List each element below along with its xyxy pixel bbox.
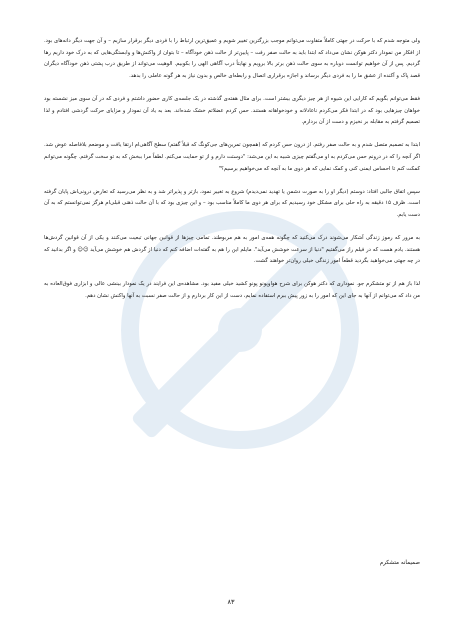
paragraph-2: فقط می‌توانم بگویم که کارایی این شیوه از هر چیز دیگری بیشتر است. برای مثال هفته‌ی گذشته در یک جلسه‌ی کاری حضور داشتم و فردی که در آن سوی میز نشسته بود خواهان چیزهایی بود که در ابتدا فکر می‌کردم ناعادلانه و خودخواهانه هستند. حس کردم عضلاتم خشک شده‌اند. بعد به یاد آن نمودار و مزایای حرکت گردشی افتادم و لذا تصمیم گرفتم به مقابله بر نخیزم و دست از آن بردارم.: [44, 95, 420, 126]
page-number: ۸۳: [227, 598, 235, 606]
paragraph-1: ولی متوجه شدم که با حرکت در جهتی کاملاً متفاوت می‌توانم موجب بزرگترین تغییر شویم و عمیق‌ترین ارتباط را با فردی دیگر برقرار سازیم – و آن جهت دیگر دانه‌های بود. از افکار من نمودار دکتر هوکن نشان می‌داد که ابتدا باید به حالت صفر رفت – پایین‌تر از حالت ذهن خودآگاه – تا بتوان از واکنش‌ها و وابستگی‌هایی که به درک خود داریم رها گردیم. پس از آن خواهیم توانست دوباره به سوی حالت ذهن برتر بالا برویم و نهایتاً درب آگاهی الهی را بکوبیم. الوهیت می‌تواند از طریق درب پشتی ذهن خودآگاه دیگران قصد پاک و آکنده از عشق ما را به فردی دیگر برساند و اجازه برقراری اتصال و رابطه‌ای خالص و بدون نیاز به هر گونه عاملی را بدهد.: [44, 38, 420, 79]
paragraph-5: به مرور که رموز زندگی آشکار می‌شوند درک می‌کنید که چگونه همه‌ی امور به هم مربوطند. تمامی چیزها از قوانین جهانی تبعیت می‌کنند و یکی از آن قوانین گردش‌ها هستند. یادم هست که در فیلم راز می‌گفتیم "دنیا از سرعت خوشش می‌آید". مایلم این را هم به گفته‌ات اضافه کنم که دنیا از گردش هم خوشش می‌آید ☺☺ و اگر بدانید که در چه جهتی می‌خواهید بگردید قطعاً امور زندگی خیلی روان‌تر خواهند گشت.: [44, 235, 420, 265]
paragraph-4: سپس اتفاق جالبی افتاد: دوستم (دیگر او را به صورت دشمن یا تهدید نمی‌دیدم) شروع به تغییر نمود، بازتر و پذیراتر شد و به نظر می‌رسید که تعارض درونی‌اش پایان گرفته است. ظرف ۱۵ دقیقه به راه حلی برای مشکل خود رسیدیم که برای هر دوی ما کاملاً مناسب بود – و این چیزی بود که با آن حالت ذهنی قبلی‌ام هرگز نمی‌توانستم که به آن دست یابم.: [44, 188, 420, 218]
paragraph-3: ابتدا به تصمیم متصل شدم و به حالت صفر رفتم. از درون حس کردم که (همچون تمرین‌های جی‌کونگ که قبلاً گفتم) سطح آگاهی‌ام ارتقا یافت و موضعم بلافاصله عوض شد. اگر آنچه را که در درونم حس می‌کردم به او می‌گفتم چیزی شبیه به این می‌شد: "دوستت دارم و از تو حمایت می‌کنم. لطفاً مرا ببخش که به تو سخت گرفتم. چگونه می‌توانم کمکت کنم تا احساس ایمنی کنی و کمک نمایی که هر دوی ما به آنچه که می‌خواهیم برسیم؟": [44, 142, 420, 172]
signature: صمیمانه متشکرم: [379, 560, 420, 566]
paragraph-6: لذا باز هم از تو متشکرم جو. نمودار‌ی که دکتر هوکن برای شرح هواوپونو پونو کشید خیلی مفید بود. مشاهده‌ی این فرایند در یک نمودار بینشی عالی و ابزاری فوق‌العاده به من داد که می‌توانم از آنها به جای این که امور را به زور پیش ببرم استفاده نمایم، دست از این کار بردارم و از حالت صفر نسبت به آنها واکنش نشان دهم.: [44, 281, 420, 300]
body-text: [44, 36, 420, 314]
